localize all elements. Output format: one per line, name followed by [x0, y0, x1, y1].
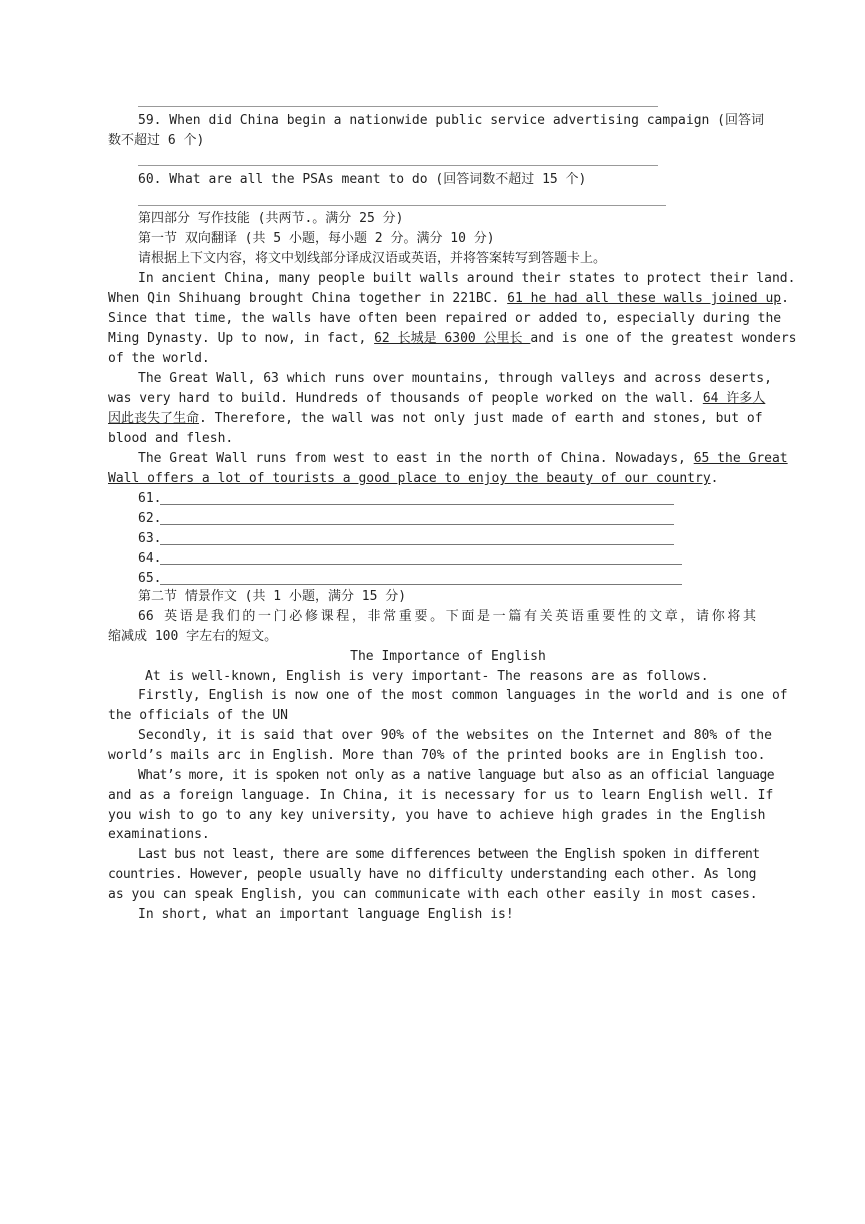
- part4-heading: 第四部分 写作技能 (共两节.。满分 25 分): [138, 211, 404, 226]
- answer-line-59[interactable]: [138, 165, 658, 166]
- answer-line-58[interactable]: [138, 106, 658, 107]
- passage-text: was very hard to build. Hundreds of thousands of people worked on the wall.: [108, 391, 703, 406]
- answer-blank-61[interactable]: [160, 504, 674, 505]
- answer-label-63: 63.: [138, 531, 162, 546]
- passage-p1-line-3: Since that time, the walls have often been repaired or added to, especially during the: [108, 311, 782, 326]
- answer-line-60[interactable]: [138, 205, 666, 206]
- essay-p3-line-1: Secondly, it is said that over 90% of the websites on the Internet and 80% of the: [138, 728, 772, 743]
- section2-heading: 第二节 情景作文 (共 1 小题，满分 15 分): [138, 589, 407, 604]
- passage-text: When Qin Shihuang brought China together in 221BC.: [108, 291, 508, 306]
- passage-p2-line-3: [108, 409, 763, 429]
- passage-p2-line-4: blood and flesh.: [108, 431, 234, 446]
- answer-label-65: 65.: [138, 571, 162, 586]
- essay-p5-line-2: countries. However, people usually have no difficulty understanding each other. As long: [108, 867, 756, 882]
- translation-instruction: 请根据上下文内容，将文中划线部分译成汉语或英语，并将答案转写到答题卡上。: [138, 251, 607, 266]
- essay-p6: In short, what an important language English is!: [138, 907, 514, 922]
- question-66-line-2: 缩减成 100 字左右的短文。: [108, 629, 278, 644]
- essay-p3-line-2: world’s mails arc in English. More than 70% of the printed books are in English too.: [108, 748, 766, 763]
- underlined-item-65-cont: Wall offers a lot of tourists a good place to enjoy the beauty of our country: [108, 471, 711, 486]
- passage-p2-line-2: [108, 389, 766, 409]
- essay-p4-line-2: and as a foreign language. In China, it is necessary for us to learn English well. If: [108, 788, 774, 803]
- passage-p2-line-1: The Great Wall, 63 which runs over mountains, through valleys and across deserts,: [138, 371, 772, 386]
- question-60: 60. What are all the PSAs meant to do (回答词数不超过 15 个): [138, 172, 587, 187]
- essay-p2-line-2: the officials of the UN: [108, 708, 289, 723]
- answer-label-61: 61.: [138, 491, 162, 506]
- answer-label-64: 64.: [138, 551, 162, 566]
- answer-blank-65[interactable]: [160, 584, 682, 585]
- answer-blank-64[interactable]: [160, 564, 682, 565]
- underlined-item-65: 65 the Great: [693, 451, 788, 466]
- essay-p1: At is well-known, English is very important- The reasons are as follows.: [145, 669, 709, 684]
- essay-p5-line-3: as you can speak English, you can communicate with each other easily in most cases.: [108, 887, 758, 902]
- passage-text: and is one of the greatest wonders: [530, 331, 797, 346]
- passage-text: .: [710, 471, 719, 486]
- underlined-item-64: 64 许多人: [702, 391, 766, 406]
- passage-p3-line-1: [138, 449, 788, 469]
- answer-label-62: 62.: [138, 511, 162, 526]
- essay-p5-line-1: Last bus not least, there are some differences between the English spoken in different: [138, 847, 760, 862]
- answer-blank-62[interactable]: [160, 524, 674, 525]
- underlined-item-62: 62 长城是 6300 公里长: [374, 331, 531, 346]
- essay-title: The Importance of English: [350, 649, 546, 664]
- question-59-line-2: 数不超过 6 个): [108, 133, 205, 148]
- underlined-item-61: 61 he had all these walls joined up: [507, 291, 782, 306]
- question-59-line-1: 59. When did China begin a nationwide public service advertising campaign (回答词: [138, 113, 764, 128]
- passage-text: .: [781, 291, 789, 306]
- question-66-line-1: 66 英语是我们的一门必修课程，非常重要。下面是一篇有关英语重要性的文章，请你将其: [138, 609, 756, 624]
- underlined-item-64-cont: 因此丧失了生命: [108, 411, 200, 426]
- essay-p4-line-1: What’s more, it is spoken not only as a native language but also as an official language: [138, 768, 774, 783]
- passage-p1-line-1: In ancient China, many people built walls around their states to protect their land.: [138, 271, 796, 286]
- essay-p4-line-3: you wish to go to any key university, you have to achieve high grades in the English: [108, 808, 766, 823]
- passage-text: . Therefore, the wall was not only just made of earth and stones, but of: [199, 411, 763, 426]
- passage-p1-line-2: [108, 289, 789, 309]
- passage-p1-line-4: [108, 329, 797, 349]
- essay-p4-line-4: examinations.: [108, 827, 210, 842]
- answer-blank-63[interactable]: [160, 544, 674, 545]
- section1-heading: 第一节 双向翻译 (共 5 小题，每小题 2 分。满分 10 分): [138, 231, 495, 246]
- passage-p3-line-2: [108, 469, 758, 489]
- passage-text: Ming Dynasty. Up to now, in fact,: [108, 331, 375, 346]
- essay-p2-line-1: Firstly, English is now one of the most common languages in the world and is one of: [138, 688, 788, 703]
- passage-p1-line-5: of the world.: [108, 351, 210, 366]
- passage-text: The Great Wall runs from west to east in the north of China. Nowadays,: [138, 451, 694, 466]
